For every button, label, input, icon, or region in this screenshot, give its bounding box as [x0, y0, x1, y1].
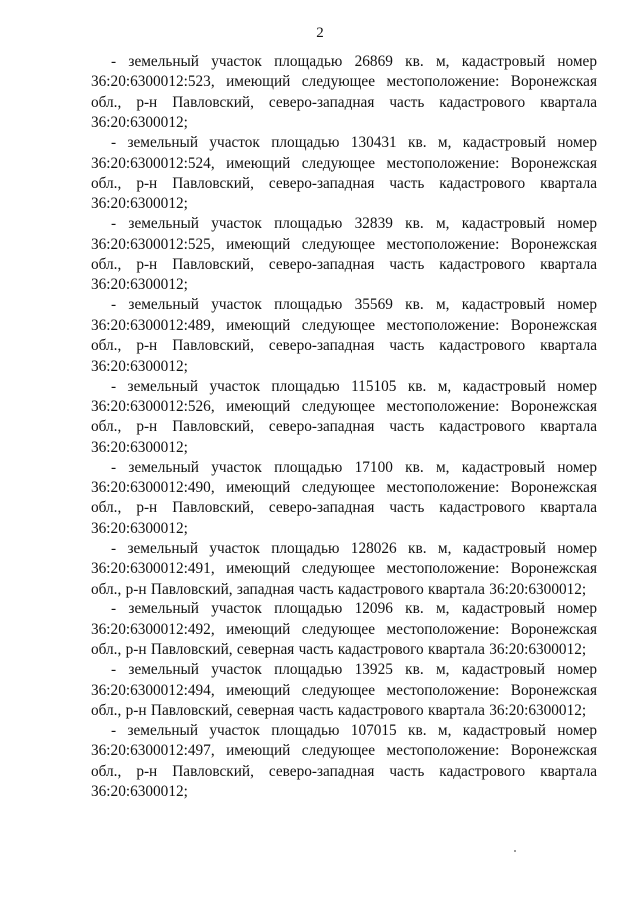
land-plot-item: - земельный участок площадью 128026 кв. м, кадастровый номер 36:20:6300012:491, имеющий следующее местоположение: Воронежская обл., р-н Павловский, западная часть кадастрового квартала 36:20:6300012; — [91, 539, 597, 598]
page-number: 2 — [316, 25, 324, 41]
land-plot-item: - земельный участок площадью 26869 кв. м, кадастровый номер 36:20:6300012:523, имеющий следующее местоположение: Воронежская обл., р-н Павловский, северо-западная часть кадастрового квартала 36:20:6300012; — [91, 53, 597, 132]
land-plot-item: - земельный участок площадью 32839 кв. м, кадастровый номер 36:20:6300012:525, имеющий следующее местоположение: Воронежская обл., р-н Павловский, северо-западная часть кадастрового квартала 36:20:6300012; — [91, 215, 597, 294]
land-plot-item: - земельный участок площадью 13925 кв. м, кадастровый номер 36:20:6300012:494, имеющий следующее местоположение: Воронежская обл., р-н Павловский, северная часть кадастрового квартала 36:20:6300012; — [91, 661, 597, 719]
land-plot-item: - земельный участок площадью 35569 кв. м, кадастровый номер 36:20:6300012:489, имеющий следующее местоположение: Воронежская обл., р-н Павловский, северо-западная часть кадастрового квартала 36:20:6300012; — [91, 296, 597, 375]
land-plot-item: - земельный участок площадью 12096 кв. м, кадастровый номер 36:20:6300012:492, имеющий следующее местоположение: Воронежская обл., р-н Павловский, северная часть кадастрового квартала 36:20:6300012; — [91, 600, 597, 659]
land-plot-item: - земельный участок площадью 17100 кв. м, кадастровый номер 36:20:6300012:490, имеющий следующее местоположение: Воронежская обл., р-н Павловский, северо-западная часть кадастрового квартала 36:20:6300012; — [91, 458, 597, 537]
document-body — [91, 52, 597, 802]
land-plot-item: - земельный участок площадью 107015 кв. м, кадастровый номер 36:20:6300012:497, имеющий следующее местоположение: Воронежская обл., р-н Павловский, северо-западная часть кадастрового квартала 36:20:6300012; — [91, 721, 597, 801]
land-plot-item: - земельный участок площадью 130431 кв. м, кадастровый номер 36:20:6300012:524, имеющий следующее местоположение: Воронежская обл., р-н Павловский, северо-западная часть кадастрового квартала 36:20:6300012; — [91, 134, 597, 213]
land-plot-item: - земельный участок площадью 115105 кв. м, кадастровый номер 36:20:6300012:526, имеющий следующее местоположение: Воронежская обл., р-н Павловский, северо-западная часть кадастрового квартала 36:20:6300012; — [91, 377, 597, 456]
scan-speck — [514, 850, 516, 852]
